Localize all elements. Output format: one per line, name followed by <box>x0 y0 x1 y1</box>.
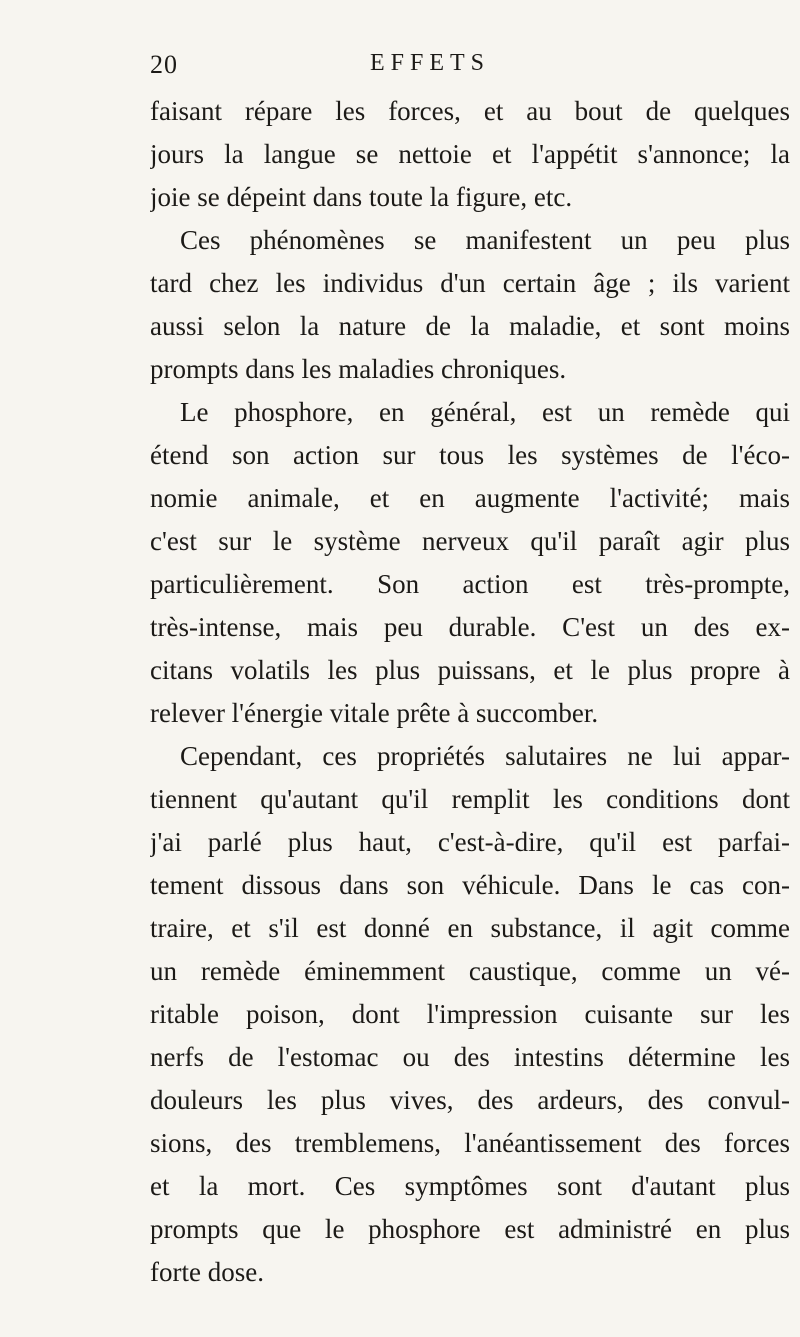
text-line: c'est sur le système nerveux qu'il paraît agir plus <box>150 526 790 556</box>
text-line: relever l'énergie vitale prête à succomber. <box>150 698 599 728</box>
text-line: forte dose. <box>150 1257 264 1287</box>
text-line: Le phosphore, en général, est un remède qui <box>180 397 790 427</box>
text-line: j'ai parlé plus haut, c'est-à-dire, qu'il est parfai- <box>150 827 790 857</box>
text-line: très-intense, mais peu durable. C'est un des ex- <box>150 612 790 642</box>
text-line: faisant répare les forces, et au bout de quelques <box>150 96 790 126</box>
text-line: prompts que le phosphore est administré en plus <box>150 1214 790 1244</box>
text-line: nerfs de l'estomac ou des intestins détermine les <box>150 1042 790 1072</box>
text-line: tement dissous dans son véhicule. Dans le cas con- <box>150 870 790 900</box>
text-line: citans volatils les plus puissans, et le plus propre à <box>150 655 790 685</box>
text-line: tiennent qu'autant qu'il remplit les conditions dont <box>150 784 790 814</box>
running-title: EFFETS <box>370 50 491 76</box>
page-number: 20 <box>150 50 178 79</box>
page-header <box>150 50 790 90</box>
text-line: un remède éminemment caustique, comme un vé- <box>150 956 790 986</box>
text-line: aussi selon la nature de la maladie, et sont moins <box>150 311 790 341</box>
text-line: traire, et s'il est donné en substance, il agit comme <box>150 913 790 943</box>
text-line: particulièrement. Son action est très-prompte, <box>150 569 790 599</box>
text-line: douleurs les plus vives, des ardeurs, des convul- <box>150 1085 790 1115</box>
text-line: tard chez les individus d'un certain âge ; ils varient <box>150 268 790 298</box>
text-line: sions, des tremblemens, l'anéantissement des forces <box>150 1128 790 1158</box>
text-line: ritable poison, dont l'impression cuisante sur les <box>150 999 790 1029</box>
body-text <box>150 90 790 1294</box>
text-line: jours la langue se nettoie et l'appétit s'annonce; la <box>150 139 790 169</box>
text-line: et la mort. Ces symptômes sont d'autant plus <box>150 1171 790 1201</box>
text-line: Ces phénomènes se manifestent un peu plus <box>180 225 790 255</box>
text-line: joie se dépeint dans toute la figure, etc. <box>150 182 573 212</box>
text-line: Cependant, ces propriétés salutaires ne lui appar- <box>180 741 790 771</box>
text-line: prompts dans les maladies chroniques. <box>150 354 567 384</box>
text-line: étend son action sur tous les systèmes de l'éco- <box>150 440 790 470</box>
text-line: nomie animale, et en augmente l'activité; mais <box>150 483 790 513</box>
